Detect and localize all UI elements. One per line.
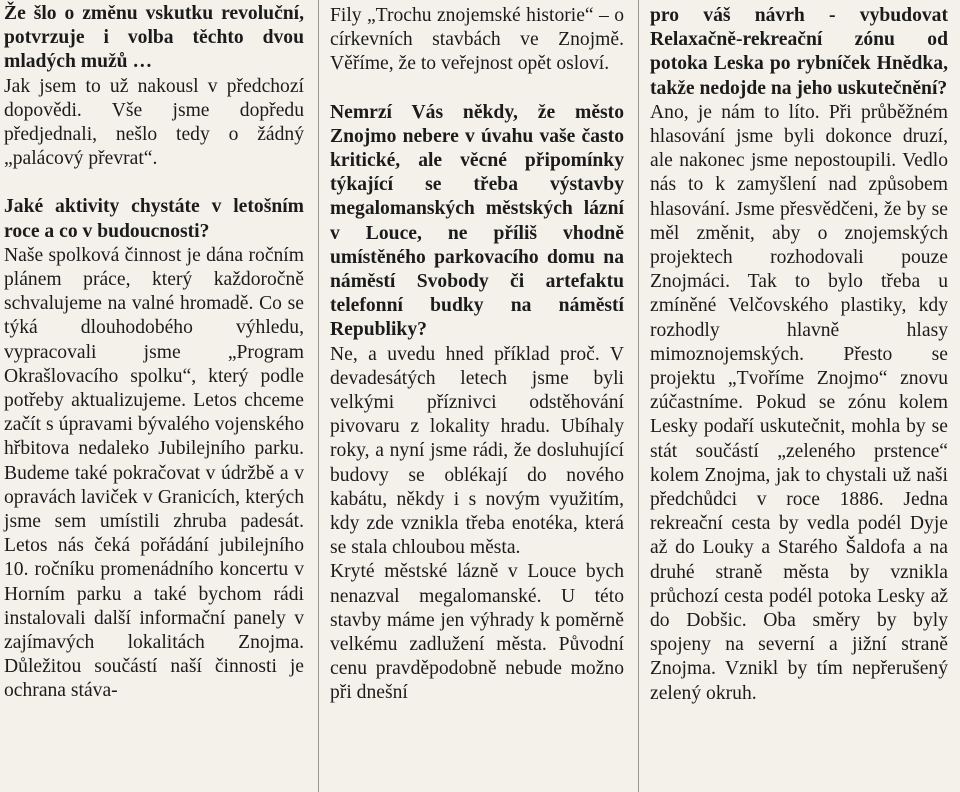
interview-answer-continuation: Fily „Trochu znojemské historie“ – o církevních stavbách ve Znojmě. Věříme, že to veřejnost opět osloví. (330, 5, 624, 75)
interview-answer: Naše spolková činnost je dána ročním plánem práce, který každoročně schvalujeme na valné hromadě. Co se týká dlouhodobého výhledu, vypracovali jsme „Program Okrašlovacího spolku“, který podle potřeby aktualizujeme. Letos chceme začít s úpravami bývalého vojenského hřbitova nedaleko Jubilejního parku. Budeme také pokračovat v údržbě a v opravách laviček v Granicích, kterých jsme sem umístili zhruba padesát. Letos nás čeká pořádání jubilejního 10. ročníku promenádního koncertu v Horním parku a také bychom rádi instalovali další informační panely v zajímavých lokalitách Znojma. Důležitou součástí naší činnosti je ochrana stáva- (4, 244, 304, 702)
article-column-1 (4, 2, 304, 704)
interview-answer: Ano, je nám to líto. Při průběžném hlasování jsme byli dokonce druzí, ale nakonec jsme nepostoupili. Vedlo nás to k zamyšlení nad způsobem hlasování. Jsme přesvědčeni, že by se měl změnit, aby o znojemských projektech rozhodovali pouze Znojmáci. Tak to bylo třeba u zmíněné Velčovského plastiky, kdy rozhodly hlavně hlasy mimoznojemských. Přesto se projektu „Tvoříme Znojmo“ znovu zúčastníme. Pokud se zónu kolem Lesky podaří uskutečnit, mohla by se stát součástí „zeleného prstence“ kolem Znojma, jak to chystali už naši předchůdci v roce 1886. Jedna rekreační cesta by vedla podél Dyje až do Louky a Starého Šaldofa a na druhé straně města by vznikla průchozí cesta podél potoka Lesky až do Dobšic. Oba směry by byly spojeny na severní a jižní straně Znojma. Vznikl by tím nepřerušený zelený okruh. (650, 101, 948, 704)
interview-question: Jaké aktivity chystáte v letošním roce a co v budoucnosti? (4, 196, 304, 242)
article-column-2 (330, 4, 624, 706)
column-divider (638, 0, 639, 792)
interview-question: pro váš návrh - vybudovat Relaxačně-rekreační zónu od potoka Leska po rybníček Hnědka, takže nedojde na jeho uskutečnění? (650, 5, 948, 99)
interview-answer: Ne, a uvedu hned příklad proč. V devadesátých letech jsme byli velkými příznivci odstěhování pivovaru z lokality hradu. Ubíhaly roky, a nyní jsme rádi, že dosluhující budovy se oblékají do nového kabátu, někdy i s novým využitím, kdy zde vznikla třeba enotéka, která se stala chloubou města. (330, 343, 624, 559)
interview-question: Že šlo o změnu vskutku revoluční, potvrzuje i volba těchto dvou mladých mužů … (4, 3, 304, 73)
interview-answer: Kryté městské lázně v Louce bych nenazval megalomanské. U této stavby máme jen výhrady k poměrně velkému zadlužení města. Původní cenu pravděpodobně nebude možno při dnešní (330, 561, 624, 704)
interview-answer: Jak jsem to už nakousl v předchozí dopovědi. Vše jsme dopředu předjednali, nešlo tedy o žádný „palácový převrat“. (4, 75, 304, 170)
interview-question: Nemrzí Vás někdy, že město Znojmo nebere v úvahu vaše často kritické, ale věcné připomínky týkající se třeba výstavby megalomanských městských lázní v Louce, ne příliš vhodně umístěného parkovacího domu na náměstí Svobody či artefaktu telefonní budky na náměstí Republiky? (330, 101, 624, 341)
column-divider (318, 0, 319, 792)
article-column-3 (650, 4, 948, 706)
